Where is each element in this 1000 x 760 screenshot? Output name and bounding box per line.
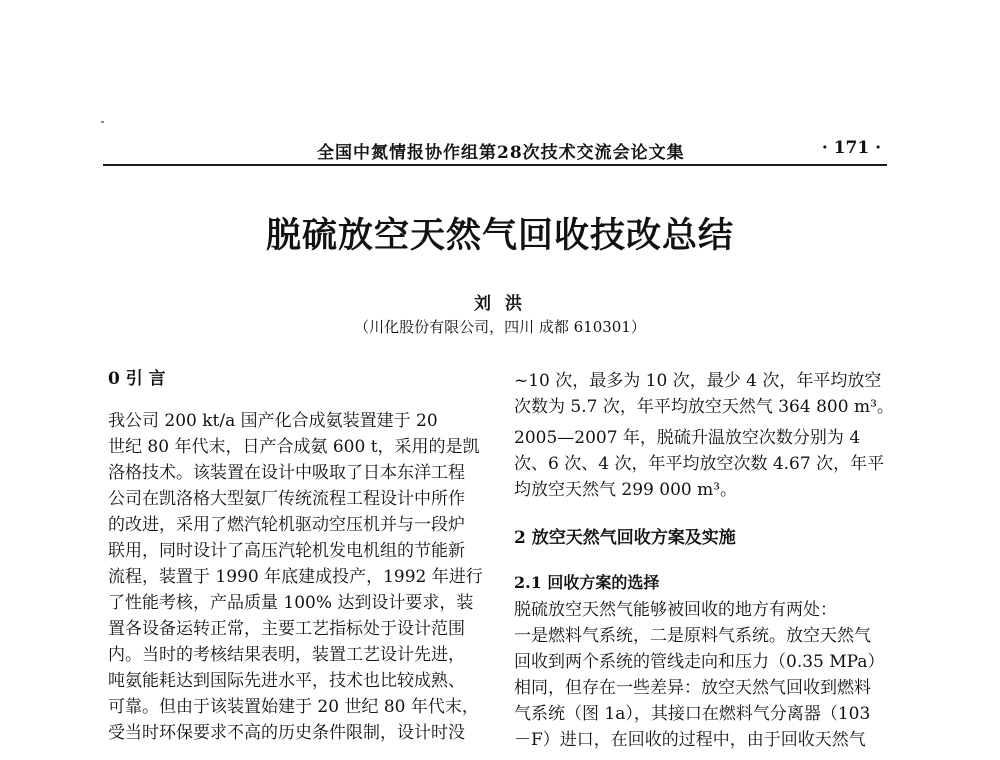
body-line: 公司在凯洛格大型氨厂传统流程工程设计中所作 bbox=[108, 489, 465, 509]
scan-speck bbox=[101, 121, 104, 123]
paper-title: 脱硫放空天然气回收技改总结 bbox=[265, 215, 734, 256]
body-line: 2005—2007 年，脱硫升温放空次数分别为 4 bbox=[514, 428, 861, 448]
body-line: 了性能考核，产品质量 100% 达到设计要求，装 bbox=[108, 593, 474, 613]
section-heading-recovery-scheme: 2 放空天然气回收方案及实施 bbox=[514, 528, 736, 548]
body-line: －F）进口，在回收的过程中，由于回收天然气 bbox=[514, 730, 866, 750]
body-line: 次、6 次、4 次，年平均放空次数 4.67 次，年平 bbox=[514, 454, 885, 474]
author-name: 刘 洪 bbox=[474, 294, 526, 314]
body-line: 世纪 80 年代末，日产合成氨 600 t，采用的是凯 bbox=[108, 437, 480, 457]
body-line: 均放空天然气 299 000 m³。 bbox=[514, 480, 738, 500]
running-header bbox=[103, 138, 887, 166]
body-line: 相同，但存在一些差异：放空天然气回收到燃料 bbox=[514, 678, 871, 698]
body-line: 回收到两个系统的管线走向和压力（0.35 MPa） bbox=[514, 652, 885, 672]
body-line: ~10 次，最多为 10 次，最少 4 次，年平均放空 bbox=[514, 371, 882, 391]
body-line: 气系统（图 1a），其接口在燃料气分离器（103 bbox=[514, 704, 871, 724]
section-heading-introduction: 0 引 言 bbox=[108, 369, 166, 389]
body-line: 受当时环保要求不高的历史条件限制，设计时没 bbox=[108, 723, 465, 743]
body-line: 次数为 5.7 次，年平均放空天然气 364 800 m³。 bbox=[514, 397, 894, 417]
body-line: 的改进，采用了燃汽轮机驱动空压机并与一段炉 bbox=[108, 515, 465, 535]
body-line: 流程，装置于 1990 年底建成投产，1992 年进行 bbox=[108, 567, 483, 587]
body-line: 脱硫放空天然气能够被回收的地方有两处： bbox=[514, 600, 837, 620]
author-affiliation: （川化股份有限公司，四川 成都 610301） bbox=[354, 318, 646, 336]
page-number: · 171 · bbox=[821, 138, 881, 158]
body-line: 联用，同时设计了高压汽轮机发电机组的节能新 bbox=[108, 541, 465, 561]
body-line: 一是燃料气系统，二是原料气系统。放空天然气 bbox=[514, 626, 871, 646]
proceedings-title: 全国中氮情报协作组第28次技术交流会论文集 bbox=[317, 143, 685, 163]
body-line: 洛格技术。该装置在设计中吸取了日本东洋工程 bbox=[108, 463, 465, 483]
body-line: 吨氨能耗达到国际先进水平，技术也比较成熟、 bbox=[108, 671, 465, 691]
subsection-heading-scheme-selection: 2.1 回收方案的选择 bbox=[514, 573, 660, 592]
body-line: 可靠。但由于该装置始建于 20 世纪 80 年代末， bbox=[108, 697, 479, 717]
body-line: 置各设备运转正常，主要工艺指标处于设计范围 bbox=[108, 619, 465, 639]
body-line: 我公司 200 kt/a 国产化合成氨装置建于 20 bbox=[108, 411, 438, 431]
body-line: 内。当时的考核结果表明，装置工艺设计先进， bbox=[108, 645, 465, 665]
